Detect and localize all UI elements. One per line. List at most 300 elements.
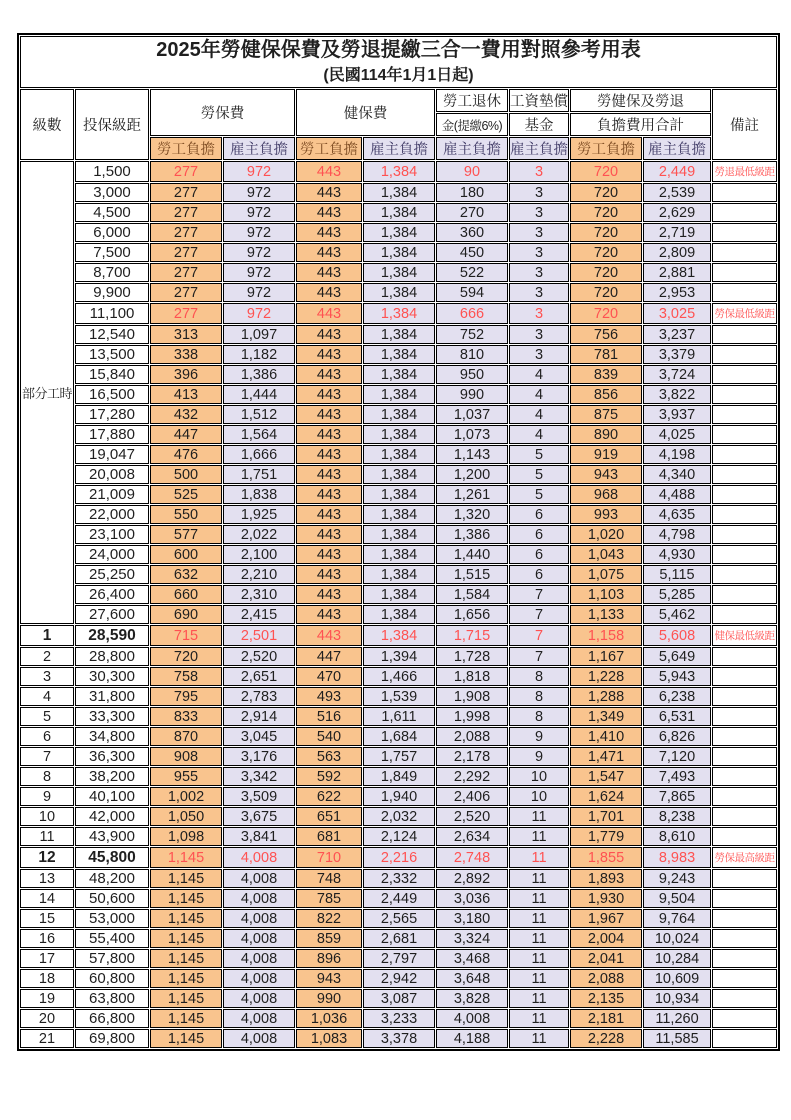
- cell-labor-employer: 1,386: [223, 365, 295, 384]
- cell-pension-employer: 1,908: [436, 687, 508, 706]
- cell-level: 20: [20, 1009, 74, 1028]
- cell-health-employer: 1,394: [363, 647, 435, 666]
- cell-total-employee: 756: [570, 325, 642, 344]
- cell-remark: [712, 325, 777, 344]
- cell-health-employer: 1,384: [363, 405, 435, 424]
- cell-health-employee: 443: [296, 243, 362, 262]
- cell-pension-employer: 3,828: [436, 989, 508, 1008]
- cell-total-employer: 4,340: [643, 465, 711, 484]
- cell-health-employee: 443: [296, 565, 362, 584]
- cell-labor-employer: 3,045: [223, 727, 295, 746]
- cell-health-employee: 516: [296, 707, 362, 726]
- header-wage-fund-employer: 雇主負擔: [509, 137, 569, 160]
- cell-fund-employer: 11: [509, 869, 569, 888]
- table-row: [20, 161, 777, 182]
- cell-pension-employer: 1,440: [436, 545, 508, 564]
- cell-health-employer: 2,216: [363, 847, 435, 868]
- cell-health-employer: 1,384: [363, 605, 435, 624]
- table-row: [20, 585, 777, 604]
- cell-total-employee: 1,167: [570, 647, 642, 666]
- cell-pension-employer: 1,656: [436, 605, 508, 624]
- cell-health-employee: 443: [296, 465, 362, 484]
- table-row: [20, 263, 777, 282]
- cell-total-employee: 1,103: [570, 585, 642, 604]
- page-subtitle: (民國114年1月1日起): [323, 67, 474, 84]
- cell-remark: [712, 385, 777, 404]
- cell-remark: [712, 405, 777, 424]
- cell-labor-employer: 2,783: [223, 687, 295, 706]
- cell-remark: [712, 969, 777, 988]
- cell-labor-employer: 2,914: [223, 707, 295, 726]
- cell-total-employee: 2,088: [570, 969, 642, 988]
- cell-fund-employer: 11: [509, 889, 569, 908]
- cell-labor-employee: 447: [150, 425, 222, 444]
- cell-total-employee: 720: [570, 283, 642, 302]
- cell-bracket: 19,047: [75, 445, 149, 464]
- cell-remark: [712, 1009, 777, 1028]
- cell-labor-employer: 1,751: [223, 465, 295, 484]
- cell-bracket: 9,900: [75, 283, 149, 302]
- cell-pension-employer: 522: [436, 263, 508, 282]
- cell-health-employer: 2,332: [363, 869, 435, 888]
- cell-health-employee: 540: [296, 727, 362, 746]
- cell-remark: [712, 263, 777, 282]
- cell-level: 2: [20, 647, 74, 666]
- cell-labor-employer: 1,182: [223, 345, 295, 364]
- cell-bracket: 13,500: [75, 345, 149, 364]
- cell-pension-employer: 270: [436, 203, 508, 222]
- cell-fund-employer: 5: [509, 465, 569, 484]
- table-row: [20, 405, 777, 424]
- cell-bracket: 12,540: [75, 325, 149, 344]
- cell-labor-employer: 4,008: [223, 889, 295, 908]
- cell-labor-employee: 338: [150, 345, 222, 364]
- cell-labor-employer: 4,008: [223, 949, 295, 968]
- cell-labor-employer: 2,310: [223, 585, 295, 604]
- cell-remark: [712, 869, 777, 888]
- cell-pension-employer: 2,088: [436, 727, 508, 746]
- cell-fund-employer: 11: [509, 1009, 569, 1028]
- cell-health-employee: 651: [296, 807, 362, 826]
- cell-total-employee: 720: [570, 243, 642, 262]
- cell-fund-employer: 7: [509, 585, 569, 604]
- table-row: [20, 647, 777, 666]
- cell-bracket: 11,100: [75, 303, 149, 324]
- cell-health-employee: 1,036: [296, 1009, 362, 1028]
- cell-remark: [712, 605, 777, 624]
- cell-remark: [712, 807, 777, 826]
- cell-health-employee: 681: [296, 827, 362, 846]
- cell-level: 11: [20, 827, 74, 846]
- cell-bracket: 8,700: [75, 263, 149, 282]
- cell-total-employee: 1,893: [570, 869, 642, 888]
- cell-level: 12: [20, 847, 74, 868]
- cell-labor-employee: 432: [150, 405, 222, 424]
- header-total-line1: 勞健保及勞退: [570, 89, 711, 112]
- cell-labor-employee: 413: [150, 385, 222, 404]
- cell-health-employer: 2,449: [363, 889, 435, 908]
- cell-remark: 勞退最低級距: [712, 161, 777, 182]
- cell-total-employer: 9,243: [643, 869, 711, 888]
- cell-health-employee: 785: [296, 889, 362, 908]
- cell-fund-employer: 3: [509, 283, 569, 302]
- cell-labor-employee: 277: [150, 183, 222, 202]
- cell-total-employer: 5,462: [643, 605, 711, 624]
- cell-pension-employer: 4,008: [436, 1009, 508, 1028]
- cell-bracket: 66,800: [75, 1009, 149, 1028]
- cell-total-employer: 2,629: [643, 203, 711, 222]
- cell-labor-employer: 1,512: [223, 405, 295, 424]
- table-body: [20, 161, 777, 1048]
- cell-total-employee: 781: [570, 345, 642, 364]
- cell-health-employer: 1,384: [363, 445, 435, 464]
- cell-total-employer: 3,937: [643, 405, 711, 424]
- cell-health-employer: 1,384: [363, 283, 435, 302]
- header-wage-fund-line2: 基金: [509, 113, 569, 136]
- cell-health-employer: 1,384: [363, 365, 435, 384]
- page-title: 2025年勞健保保費及勞退提繳三合一費用對照參考用表: [156, 39, 641, 61]
- cell-labor-employer: 1,925: [223, 505, 295, 524]
- cell-remark: [712, 1029, 777, 1048]
- cell-level: 8: [20, 767, 74, 786]
- cell-health-employee: 447: [296, 647, 362, 666]
- cell-pension-employer: 810: [436, 345, 508, 364]
- cell-pension-employer: 1,818: [436, 667, 508, 686]
- cell-labor-employee: 955: [150, 767, 222, 786]
- cell-fund-employer: 4: [509, 405, 569, 424]
- cell-fund-employer: 7: [509, 647, 569, 666]
- cell-total-employer: 2,881: [643, 263, 711, 282]
- cell-total-employee: 1,020: [570, 525, 642, 544]
- cell-labor-employer: 2,520: [223, 647, 295, 666]
- cell-health-employee: 443: [296, 625, 362, 646]
- table-row: [20, 727, 777, 746]
- cell-labor-employee: 277: [150, 283, 222, 302]
- cell-labor-employer: 972: [223, 303, 295, 324]
- cell-bracket: 45,800: [75, 847, 149, 868]
- cell-bracket: 7,500: [75, 243, 149, 262]
- cell-total-employer: 2,953: [643, 283, 711, 302]
- cell-health-employer: 1,384: [363, 465, 435, 484]
- cell-health-employer: 1,384: [363, 485, 435, 504]
- cell-total-employee: 875: [570, 405, 642, 424]
- cell-level: 16: [20, 929, 74, 948]
- cell-labor-employer: 3,841: [223, 827, 295, 846]
- cell-health-employee: 943: [296, 969, 362, 988]
- cell-health-employer: 3,233: [363, 1009, 435, 1028]
- cell-bracket: 55,400: [75, 929, 149, 948]
- cell-fund-employer: 11: [509, 807, 569, 826]
- cell-remark: [712, 243, 777, 262]
- cell-health-employer: 1,611: [363, 707, 435, 726]
- cell-total-employer: 7,493: [643, 767, 711, 786]
- cell-level: 4: [20, 687, 74, 706]
- cell-health-employee: 443: [296, 345, 362, 364]
- table-row: [20, 989, 777, 1008]
- cell-labor-employee: 795: [150, 687, 222, 706]
- cell-bracket: 28,590: [75, 625, 149, 646]
- cell-bracket: 60,800: [75, 969, 149, 988]
- cell-bracket: 53,000: [75, 909, 149, 928]
- cell-total-employee: 1,075: [570, 565, 642, 584]
- cell-labor-employee: 1,145: [150, 949, 222, 968]
- cell-health-employee: 443: [296, 263, 362, 282]
- cell-health-employer: 2,942: [363, 969, 435, 988]
- cell-total-employer: 3,025: [643, 303, 711, 324]
- cell-total-employer: 10,609: [643, 969, 711, 988]
- cell-total-employee: 1,288: [570, 687, 642, 706]
- cell-bracket: 28,800: [75, 647, 149, 666]
- cell-bracket: 42,000: [75, 807, 149, 826]
- cell-total-employee: 2,181: [570, 1009, 642, 1028]
- table-row: [20, 1009, 777, 1028]
- cell-pension-employer: 666: [436, 303, 508, 324]
- header-health-employee: 勞工負擔: [296, 137, 362, 160]
- table-row: [20, 223, 777, 242]
- cell-health-employer: 1,757: [363, 747, 435, 766]
- cell-health-employer: 1,466: [363, 667, 435, 686]
- cell-labor-employee: 720: [150, 647, 222, 666]
- cell-health-employee: 443: [296, 325, 362, 344]
- cell-total-employer: 2,539: [643, 183, 711, 202]
- cell-health-employer: 1,384: [363, 425, 435, 444]
- table-row: [20, 787, 777, 806]
- cell-bracket: 16,500: [75, 385, 149, 404]
- cell-health-employee: 443: [296, 485, 362, 504]
- cell-total-employee: 1,133: [570, 605, 642, 624]
- cell-total-employee: 2,004: [570, 929, 642, 948]
- cell-bracket: 21,009: [75, 485, 149, 504]
- cell-bracket: 17,880: [75, 425, 149, 444]
- cell-labor-employee: 758: [150, 667, 222, 686]
- cell-total-employee: 1,855: [570, 847, 642, 868]
- cell-health-employee: 443: [296, 445, 362, 464]
- table-row: [20, 243, 777, 262]
- header-level: 級數: [20, 89, 74, 160]
- table-row: [20, 325, 777, 344]
- cell-labor-employee: 1,145: [150, 909, 222, 928]
- cell-bracket: 20,008: [75, 465, 149, 484]
- cell-total-employer: 10,934: [643, 989, 711, 1008]
- cell-labor-employee: 313: [150, 325, 222, 344]
- cell-bracket: 33,300: [75, 707, 149, 726]
- cell-labor-employee: 1,145: [150, 1009, 222, 1028]
- table-row: [20, 465, 777, 484]
- cell-total-employee: 839: [570, 365, 642, 384]
- cell-total-employee: 856: [570, 385, 642, 404]
- cell-health-employer: 2,797: [363, 949, 435, 968]
- cell-pension-employer: 2,406: [436, 787, 508, 806]
- cell-fund-employer: 3: [509, 203, 569, 222]
- cell-labor-employer: 972: [223, 223, 295, 242]
- cell-fund-employer: 8: [509, 687, 569, 706]
- cell-fund-employer: 9: [509, 727, 569, 746]
- cell-health-employer: 3,378: [363, 1029, 435, 1048]
- cell-health-employer: 1,384: [363, 585, 435, 604]
- cell-total-employer: 8,610: [643, 827, 711, 846]
- cell-labor-employer: 972: [223, 263, 295, 282]
- header-total-employee: 勞工負擔: [570, 137, 642, 160]
- cell-total-employee: 720: [570, 263, 642, 282]
- header-total-employer: 雇主負擔: [643, 137, 711, 160]
- header-total-line2: 負擔費用合計: [570, 113, 711, 136]
- cell-fund-employer: 10: [509, 787, 569, 806]
- cell-pension-employer: 3,324: [436, 929, 508, 948]
- cell-total-employee: 968: [570, 485, 642, 504]
- table-row: [20, 1029, 777, 1048]
- cell-total-employee: 2,041: [570, 949, 642, 968]
- cell-total-employee: 919: [570, 445, 642, 464]
- table-row: [20, 869, 777, 888]
- cell-labor-employee: 525: [150, 485, 222, 504]
- cell-labor-employer: 1,097: [223, 325, 295, 344]
- cell-health-employee: 443: [296, 303, 362, 324]
- cell-remark: 勞保最低級距: [712, 303, 777, 324]
- cell-total-employer: 2,449: [643, 161, 711, 182]
- cell-pension-employer: 2,292: [436, 767, 508, 786]
- cell-labor-employee: 396: [150, 365, 222, 384]
- cell-total-employee: 1,701: [570, 807, 642, 826]
- header-labor-insurance: 勞保費: [150, 89, 295, 136]
- cell-total-employer: 6,531: [643, 707, 711, 726]
- cell-bracket: 40,100: [75, 787, 149, 806]
- cell-total-employee: 720: [570, 161, 642, 182]
- cell-pension-employer: 3,468: [436, 949, 508, 968]
- cell-labor-employee: 1,145: [150, 969, 222, 988]
- premium-reference-table: [17, 33, 780, 1051]
- cell-labor-employer: 1,444: [223, 385, 295, 404]
- cell-total-employer: 7,120: [643, 747, 711, 766]
- header-labor-employee: 勞工負擔: [150, 137, 222, 160]
- cell-level: 19: [20, 989, 74, 1008]
- cell-health-employee: 443: [296, 203, 362, 222]
- cell-health-employer: 1,384: [363, 203, 435, 222]
- cell-fund-employer: 11: [509, 949, 569, 968]
- cell-remark: [712, 827, 777, 846]
- cell-total-employee: 2,228: [570, 1029, 642, 1048]
- cell-bracket: 17,280: [75, 405, 149, 424]
- cell-total-employer: 6,826: [643, 727, 711, 746]
- cell-labor-employee: 600: [150, 545, 222, 564]
- cell-labor-employer: 1,666: [223, 445, 295, 464]
- cell-fund-employer: 4: [509, 425, 569, 444]
- table-row: [20, 303, 777, 324]
- cell-bracket: 23,100: [75, 525, 149, 544]
- cell-pension-employer: 1,386: [436, 525, 508, 544]
- cell-level: 21: [20, 1029, 74, 1048]
- cell-total-employer: 5,943: [643, 667, 711, 686]
- cell-bracket: 15,840: [75, 365, 149, 384]
- cell-total-employee: 1,043: [570, 545, 642, 564]
- cell-pension-employer: 4,188: [436, 1029, 508, 1048]
- cell-pension-employer: 990: [436, 385, 508, 404]
- cell-pension-employer: 1,515: [436, 565, 508, 584]
- cell-bracket: 22,000: [75, 505, 149, 524]
- cell-pension-employer: 1,143: [436, 445, 508, 464]
- cell-labor-employee: 577: [150, 525, 222, 544]
- cell-labor-employer: 3,509: [223, 787, 295, 806]
- cell-labor-employer: 4,008: [223, 847, 295, 868]
- cell-health-employee: 443: [296, 605, 362, 624]
- cell-total-employer: 11,585: [643, 1029, 711, 1048]
- cell-health-employer: 1,384: [363, 223, 435, 242]
- table-row: [20, 827, 777, 846]
- cell-health-employer: 1,384: [363, 385, 435, 404]
- cell-health-employee: 443: [296, 161, 362, 182]
- cell-bracket: 27,600: [75, 605, 149, 624]
- cell-fund-employer: 11: [509, 989, 569, 1008]
- cell-labor-employee: 277: [150, 203, 222, 222]
- table-row: [20, 183, 777, 202]
- cell-fund-employer: 9: [509, 747, 569, 766]
- cell-health-employer: 3,087: [363, 989, 435, 1008]
- cell-bracket: 48,200: [75, 869, 149, 888]
- cell-total-employer: 4,488: [643, 485, 711, 504]
- cell-bracket: 38,200: [75, 767, 149, 786]
- cell-labor-employer: 972: [223, 203, 295, 222]
- cell-fund-employer: 5: [509, 485, 569, 504]
- cell-pension-employer: 2,892: [436, 869, 508, 888]
- cell-total-employer: 7,865: [643, 787, 711, 806]
- cell-pension-employer: 594: [436, 283, 508, 302]
- cell-labor-employee: 833: [150, 707, 222, 726]
- cell-health-employee: 563: [296, 747, 362, 766]
- cell-remark: [712, 505, 777, 524]
- cell-labor-employee: 277: [150, 263, 222, 282]
- cell-bracket: 63,800: [75, 989, 149, 1008]
- cell-health-employee: 710: [296, 847, 362, 868]
- cell-pension-employer: 3,180: [436, 909, 508, 928]
- cell-bracket: 31,800: [75, 687, 149, 706]
- cell-fund-employer: 6: [509, 505, 569, 524]
- table-row: [20, 687, 777, 706]
- table-row: [20, 565, 777, 584]
- cell-total-employee: 1,349: [570, 707, 642, 726]
- cell-remark: [712, 707, 777, 726]
- cell-remark: [712, 727, 777, 746]
- cell-total-employee: 1,471: [570, 747, 642, 766]
- cell-health-employer: 1,539: [363, 687, 435, 706]
- cell-total-employer: 4,635: [643, 505, 711, 524]
- cell-labor-employer: 4,008: [223, 969, 295, 988]
- cell-bracket: 26,400: [75, 585, 149, 604]
- cell-labor-employee: 690: [150, 605, 222, 624]
- header-pension-line2: 金(提繳6%): [436, 113, 508, 136]
- cell-fund-employer: 11: [509, 909, 569, 928]
- cell-labor-employer: 2,210: [223, 565, 295, 584]
- cell-level: 18: [20, 969, 74, 988]
- cell-health-employee: 443: [296, 223, 362, 242]
- cell-remark: [712, 283, 777, 302]
- table-row: [20, 545, 777, 564]
- cell-labor-employee: 500: [150, 465, 222, 484]
- cell-pension-employer: 1,584: [436, 585, 508, 604]
- cell-pension-employer: 450: [436, 243, 508, 262]
- cell-pension-employer: 1,728: [436, 647, 508, 666]
- cell-health-employee: 622: [296, 787, 362, 806]
- cell-remark: [712, 365, 777, 384]
- cell-remark: [712, 203, 777, 222]
- cell-total-employer: 10,024: [643, 929, 711, 948]
- cell-remark: 勞保最高級距: [712, 847, 777, 868]
- cell-fund-employer: 3: [509, 223, 569, 242]
- cell-total-employee: 1,967: [570, 909, 642, 928]
- cell-remark: [712, 787, 777, 806]
- cell-total-employee: 720: [570, 203, 642, 222]
- cell-labor-employer: 3,675: [223, 807, 295, 826]
- cell-health-employee: 470: [296, 667, 362, 686]
- header-pension-employer: 雇主負擔: [436, 137, 508, 160]
